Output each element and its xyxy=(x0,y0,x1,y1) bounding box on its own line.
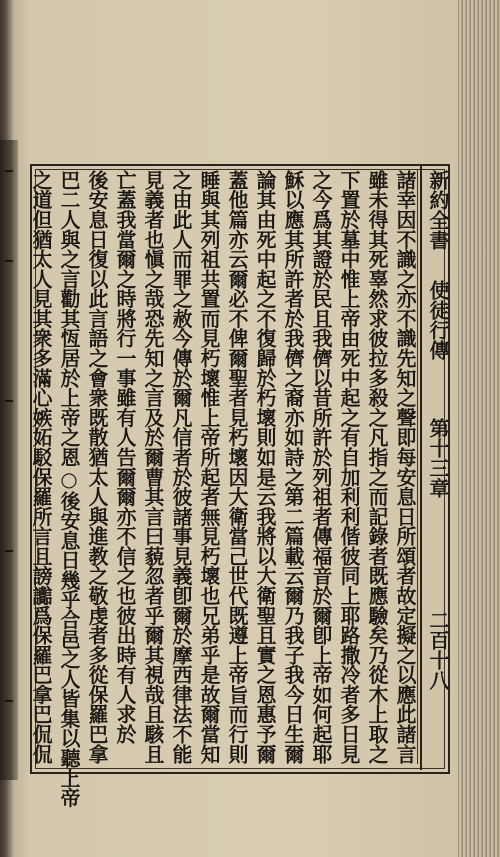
text-column: 論其由死中起之不復歸於朽壞則如是云我將以大衛聖且實之恩惠予爾 xyxy=(253,170,277,764)
text-column: 後安息日復以此言語之會衆既散猶太人與進教之敬虔者多從保羅巴拿 xyxy=(85,170,109,764)
section-title: 使徒行傳 xyxy=(426,280,450,360)
text-column: 穌以應其所許者於我儕之裔亦如詩之第二篇載云爾乃我子我今日生爾 xyxy=(281,170,305,764)
text-column: 見義者也愼之哉恐先知之言及於爾曹其言曰藐忽者乎爾其視哉且駭且 xyxy=(141,170,165,764)
body-text xyxy=(29,170,440,808)
book-title: 新約全書 xyxy=(426,170,450,250)
column-rule xyxy=(417,170,418,764)
text-column: 巴二人與之言勸其恆居於上帝之恩○後安息日幾乎合邑之人皆集以聽上帝 xyxy=(57,170,81,808)
text-column: 諸幸因不識之亦不識先知之聲即每安息日所頌者故定擬之以應此諸言 xyxy=(393,170,417,764)
text-column: 之今爲其證於民且我儕以昔所許於列祖者傳福音於爾卽上帝如何起耶 xyxy=(309,170,333,764)
text-column: 之道但猶太人見其衆多滿心嫉妬駁保羅所言且謗讟爲保羅巴拿巴侃侃 xyxy=(29,170,53,764)
page-stack-edges xyxy=(458,0,500,857)
text-column: 之由此人而罪之赦今傳於爾凡信者於彼諸事見義卽爾於摩西律法不能 xyxy=(169,170,193,764)
text-column: 亡蓋我當爾之時將行一事雖有人告爾爾亦不信之也彼出時有人求於 xyxy=(113,170,137,744)
text-column: 雖未得其死辜然求彼拉多殺之凡指之而記錄者既應驗矣乃從木上取之 xyxy=(365,170,389,764)
previous-page-sliver xyxy=(0,140,18,780)
text-column: 睡與其列祖共置而見朽壞惟上帝所起者無見朽壞也兄弟乎是故爾當知 xyxy=(197,170,221,764)
chapter-label: 第十三章 xyxy=(426,418,450,498)
page-number: 二百十八 xyxy=(426,610,450,690)
text-column: 下置於墓中惟上帝由死中起之有自加利利偕彼同上耶路撒冷者多日見 xyxy=(337,170,361,764)
text-column: 蓋他篇亦云爾必不俾爾聖者見朽壞因大衛當己世代既遵上帝旨而行則 xyxy=(225,170,249,764)
